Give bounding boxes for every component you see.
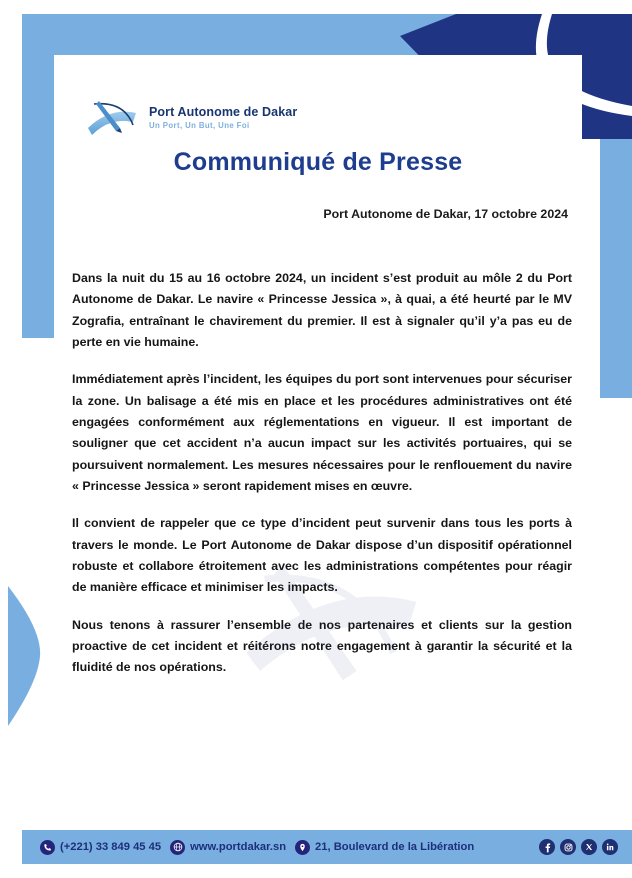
instagram-icon[interactable] [560,839,576,855]
paragraph: Nous tenons à rassurer l’ensemble de nos partenaires et clients sur la gestion proactive de cet incident et réitérons notre engagement à garantir la sécurité et la fluidité de nos opérations. [72,617,572,675]
page-title: Communiqué de Presse [173,148,463,176]
decorative-left-wedge [0,586,44,726]
footer-website[interactable] [170,840,286,855]
linkedin-icon[interactable] [602,839,618,855]
phone-icon [40,840,55,855]
footer-address-label: 21, Boulevard de la Libération [315,841,475,853]
footer-phone[interactable] [40,840,161,855]
paragraph: Il convient de rappeler que ce type d’incident peut survenir dans tous les ports à travers le monde. Le Port Autonome de Dakar dispose d’un dispositif opérationnel robuste et collabore étroitement avec les administrations compétentes pour réagir de manière efficace et minimiser les impacts. [72,516,572,595]
logo-text-block [149,106,297,129]
footer-address[interactable] [295,840,474,855]
document-sheet [54,55,582,815]
facebook-icon[interactable] [539,839,555,855]
map-pin-icon [295,840,310,855]
body-content [72,268,572,679]
logo-title: Port Autonome de Dakar [149,105,298,120]
decorative-right-band [600,120,632,398]
footer-contact-bar [22,830,632,864]
pen-over-wave-logo-icon [86,95,142,141]
paragraph: Immédiatement après l’incident, les équipes du port sont intervenues pour sécuriser la zone. Un balisage a été mis en place et les procédures administratives ont été engagées conformément aux réglementations en vigueur. Il est important de souligner que cet accident n’a aucun impact sur les activités portuaires, qui se poursuivent normalement. Les mesures nécessaires pour le renflouement du navire « Princesse Jessica » seront rapidement mises en œuvre. [72,372,572,493]
globe-icon [170,840,185,855]
logo-tagline: Un Port, Un But, Une Foi [149,120,250,130]
footer-phone-label: (+221) 33 849 45 45 [60,841,162,853]
footer-website-label: www.portdakar.sn [190,841,287,853]
dateline: Port Autonome de Dakar, 17 octobre 2024 [323,207,568,221]
organization-logo [86,95,297,141]
x-twitter-icon[interactable] [581,839,597,855]
decorative-left-band [22,14,54,338]
social-links [539,839,618,855]
paragraph: Dans la nuit du 15 au 16 octobre 2024, un incident s’est produit au môle 2 du Port Autonome de Dakar. Le navire « Princesse Jessica », à quai, a été heurté par le MV Zografia, entraînant le chavirement du premier. Il est à signaler qu’il y’a pas eu de perte en vie humaine. [72,271,572,349]
